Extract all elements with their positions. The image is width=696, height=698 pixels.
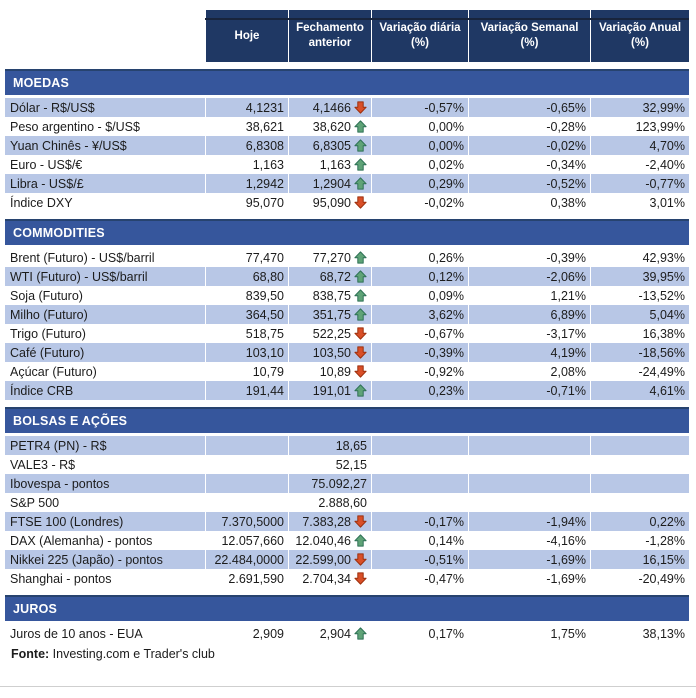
variacao-semanal-value: -2,06%	[468, 267, 590, 286]
variacao-diaria-value	[371, 474, 468, 493]
variacao-diaria-value: -0,17%	[371, 512, 468, 531]
down-arrow-icon	[354, 101, 367, 114]
table-row	[5, 624, 689, 643]
fechamento-value: 22.599,00	[295, 552, 351, 567]
variacao-anual-value	[590, 493, 689, 512]
variacao-anual-value: 123,99%	[590, 117, 689, 136]
column-header-hoje: Hoje	[205, 10, 288, 62]
variacao-diaria-value	[371, 493, 468, 512]
hoje-value: 7.370,5000	[205, 512, 288, 531]
up-arrow-icon	[354, 308, 367, 321]
variacao-anual-value: 32,99%	[590, 98, 689, 117]
row-label: Café (Futuro)	[5, 343, 205, 362]
table-row	[5, 324, 689, 343]
variacao-anual-value: 42,93%	[590, 248, 689, 267]
fechamento-cell	[288, 136, 371, 155]
hoje-value: 364,50	[205, 305, 288, 324]
fechamento-value: 6,8305	[312, 138, 351, 153]
section-rows-moedas	[5, 98, 689, 212]
down-arrow-icon	[354, 553, 367, 566]
fechamento-value: 2.704,34	[302, 571, 351, 586]
variacao-anual-value: 39,95%	[590, 267, 689, 286]
fechamento-cell	[288, 436, 371, 455]
section-rows-juros	[5, 624, 689, 643]
section-header-commodities: COMMODITIES	[5, 219, 689, 245]
down-arrow-icon	[354, 346, 367, 359]
table-row	[5, 474, 689, 493]
table-row	[5, 531, 689, 550]
down-arrow-icon	[354, 572, 367, 585]
table-row	[5, 436, 689, 455]
fechamento-cell	[288, 286, 371, 305]
up-arrow-icon	[354, 384, 367, 397]
variacao-semanal-value	[468, 436, 590, 455]
section-moedas	[5, 69, 689, 212]
variacao-semanal-value: -3,17%	[468, 324, 590, 343]
variacao-anual-value: -24,49%	[590, 362, 689, 381]
hoje-value: 22.484,0000	[205, 550, 288, 569]
up-arrow-icon	[354, 251, 367, 264]
section-rows-commodities	[5, 248, 689, 400]
row-label: Juros de 10 anos - EUA	[10, 626, 143, 641]
table-row	[5, 117, 689, 136]
header-top-border	[205, 18, 689, 20]
variacao-anual-value: -20,49%	[590, 569, 689, 588]
variacao-semanal-value: -0,34%	[468, 155, 590, 174]
fechamento-cell	[288, 305, 371, 324]
variacao-semanal-value: -0,52%	[468, 174, 590, 193]
section-bolsas-e-acoes	[5, 407, 689, 588]
table-row	[5, 343, 689, 362]
variacao-diaria-value: -0,02%	[371, 193, 468, 212]
row-label: PETR4 (PN) - R$	[5, 436, 205, 455]
table-row	[5, 512, 689, 531]
down-arrow-icon	[354, 365, 367, 378]
hoje-value: 2,909	[205, 624, 288, 643]
table-row	[5, 569, 689, 588]
variacao-semanal-value: -0,28%	[468, 117, 590, 136]
up-arrow-icon	[354, 289, 367, 302]
up-arrow-icon	[354, 177, 367, 190]
section-commodities	[5, 219, 689, 400]
variacao-semanal-value: 4,19%	[468, 343, 590, 362]
variacao-diaria-value: 0,00%	[371, 136, 468, 155]
variacao-diaria-value: -0,51%	[371, 550, 468, 569]
fechamento-value: 351,75	[312, 307, 351, 322]
fechamento-value: 75.092,27	[311, 476, 367, 491]
variacao-anual-value: 0,22%	[590, 512, 689, 531]
fechamento-value: 18,65	[335, 438, 367, 453]
row-label: Shanghai - pontos	[10, 571, 112, 586]
variacao-semanal-value: 2,08%	[468, 362, 590, 381]
fechamento-cell	[288, 267, 371, 286]
row-label: Nikkei 225 (Japão) - pontos	[5, 550, 205, 569]
variacao-diaria-value: 0,12%	[371, 267, 468, 286]
variacao-anual-value: -13,52%	[590, 286, 689, 305]
fechamento-cell	[288, 624, 371, 643]
section-header-bolsas-e-acoes: BOLSAS E AÇÕES	[5, 407, 689, 433]
fechamento-value: 1,163	[319, 157, 351, 172]
variacao-semanal-value: -0,39%	[468, 248, 590, 267]
fechamento-value: 103,50	[312, 345, 351, 360]
variacao-semanal-value: -0,71%	[468, 381, 590, 400]
row-label: Ibovespa - pontos	[5, 474, 205, 493]
hoje-value: 38,621	[205, 117, 288, 136]
hoje-value: 1,2942	[205, 174, 288, 193]
hoje-value	[205, 436, 288, 455]
variacao-anual-value: 4,70%	[590, 136, 689, 155]
fechamento-value: 68,72	[319, 269, 351, 284]
table-row	[5, 248, 689, 267]
row-label: Brent (Futuro) - US$/barril	[10, 250, 155, 265]
fechamento-value: 77,270	[312, 250, 351, 265]
variacao-diaria-value: 3,62%	[371, 305, 468, 324]
row-label: Índice DXY	[10, 195, 73, 210]
source-label: Fonte:	[11, 647, 50, 661]
market-summary-table	[5, 10, 689, 661]
fechamento-cell	[288, 569, 371, 588]
table-row	[5, 174, 689, 193]
variacao-anual-value: 38,13%	[590, 624, 689, 643]
down-arrow-icon	[354, 196, 367, 209]
row-label: Trigo (Futuro)	[10, 326, 86, 341]
fechamento-cell	[288, 193, 371, 212]
variacao-anual-value: 5,04%	[590, 305, 689, 324]
hoje-value	[205, 474, 288, 493]
column-header-variacao-diaria: Variação diária (%)	[371, 10, 468, 62]
column-header-fechamento-anterior: Fechamento anterior	[288, 10, 371, 62]
row-label: VALE3 - R$	[10, 457, 76, 472]
variacao-diaria-value: 0,26%	[371, 248, 468, 267]
variacao-anual-value: 4,61%	[590, 381, 689, 400]
variacao-diaria-value: -0,92%	[371, 362, 468, 381]
financial-summary-page	[0, 10, 696, 698]
variacao-semanal-value: -4,16%	[468, 531, 590, 550]
variacao-diaria-value: 0,14%	[371, 531, 468, 550]
up-arrow-icon	[354, 120, 367, 133]
row-label: Dólar - R$/US$	[5, 98, 205, 117]
variacao-anual-value: -18,56%	[590, 343, 689, 362]
hoje-value: 2.691,590	[205, 569, 288, 588]
table-row	[5, 193, 689, 212]
row-label: Euro - US$/€	[10, 157, 83, 172]
hoje-value: 68,80	[205, 267, 288, 286]
variacao-semanal-value	[468, 474, 590, 493]
variacao-anual-value: 16,15%	[590, 550, 689, 569]
row-label: Soja (Futuro)	[10, 288, 83, 303]
header-spacer	[5, 10, 205, 62]
fechamento-cell	[288, 455, 371, 474]
variacao-diaria-value: -0,47%	[371, 569, 468, 588]
row-label: Índice CRB	[5, 381, 205, 400]
variacao-anual-value	[590, 455, 689, 474]
table-row	[5, 136, 689, 155]
variacao-diaria-value: 0,00%	[371, 117, 468, 136]
fechamento-cell	[288, 324, 371, 343]
variacao-diaria-value: 0,09%	[371, 286, 468, 305]
fechamento-cell	[288, 248, 371, 267]
fechamento-cell	[288, 343, 371, 362]
variacao-anual-value: 3,01%	[590, 193, 689, 212]
up-arrow-icon	[354, 139, 367, 152]
section-header-juros: JUROS	[5, 595, 689, 621]
row-label: Peso argentino - $/US$	[10, 119, 140, 134]
down-arrow-icon	[354, 515, 367, 528]
fechamento-cell	[288, 98, 371, 117]
row-label: Yuan Chinês - ¥/US$	[5, 136, 205, 155]
variacao-anual-value: -1,28%	[590, 531, 689, 550]
variacao-diaria-value	[371, 436, 468, 455]
fechamento-value: 10,89	[319, 364, 351, 379]
fechamento-value: 4,1466	[312, 100, 351, 115]
row-label: Açúcar (Futuro)	[10, 364, 97, 379]
fechamento-cell	[288, 474, 371, 493]
fechamento-value: 38,620	[312, 119, 351, 134]
fechamento-cell	[288, 117, 371, 136]
hoje-value: 95,070	[205, 193, 288, 212]
variacao-anual-value	[590, 436, 689, 455]
row-label: WTI (Futuro) - US$/barril	[5, 267, 205, 286]
fechamento-cell	[288, 362, 371, 381]
source-note	[11, 647, 689, 661]
table-row	[5, 305, 689, 324]
hoje-value: 191,44	[205, 381, 288, 400]
fechamento-value: 191,01	[312, 383, 351, 398]
variacao-diaria-value: 0,17%	[371, 624, 468, 643]
fechamento-value: 838,75	[312, 288, 351, 303]
row-label: FTSE 100 (Londres)	[5, 512, 205, 531]
fechamento-value: 7.383,28	[302, 514, 351, 529]
fechamento-cell	[288, 512, 371, 531]
section-juros	[5, 595, 689, 643]
fechamento-value: 522,25	[312, 326, 351, 341]
up-arrow-icon	[354, 534, 367, 547]
variacao-diaria-value: 0,23%	[371, 381, 468, 400]
hoje-value	[205, 455, 288, 474]
hoje-value	[205, 493, 288, 512]
table-row	[5, 286, 689, 305]
table-row	[5, 362, 689, 381]
table-row	[5, 493, 689, 512]
variacao-diaria-value: 0,02%	[371, 155, 468, 174]
variacao-anual-value: 16,38%	[590, 324, 689, 343]
hoje-value: 6,8308	[205, 136, 288, 155]
variacao-diaria-value: -0,67%	[371, 324, 468, 343]
variacao-diaria-value: -0,57%	[371, 98, 468, 117]
fechamento-value: 2.888,60	[318, 495, 367, 510]
fechamento-value: 12.040,46	[295, 533, 351, 548]
up-arrow-icon	[354, 270, 367, 283]
hoje-value: 4,1231	[205, 98, 288, 117]
variacao-semanal-value: -0,65%	[468, 98, 590, 117]
source-text: Investing.com e Trader's club	[49, 647, 215, 661]
hoje-value: 77,470	[205, 248, 288, 267]
hoje-value: 12.057,660	[205, 531, 288, 550]
variacao-semanal-value: -1,69%	[468, 569, 590, 588]
fechamento-value: 95,090	[312, 195, 351, 210]
variacao-anual-value	[590, 474, 689, 493]
variacao-anual-value: -0,77%	[590, 174, 689, 193]
variacao-semanal-value: 0,38%	[468, 193, 590, 212]
column-header-variacao-anual: Variação Anual (%)	[590, 10, 689, 62]
hoje-value: 10,79	[205, 362, 288, 381]
table-row	[5, 455, 689, 474]
variacao-diaria-value	[371, 455, 468, 474]
fechamento-cell	[288, 381, 371, 400]
variacao-semanal-value	[468, 455, 590, 474]
hoje-value: 1,163	[205, 155, 288, 174]
table-row	[5, 155, 689, 174]
variacao-semanal-value	[468, 493, 590, 512]
table-row	[5, 267, 689, 286]
up-arrow-icon	[354, 627, 367, 640]
variacao-semanal-value: -1,94%	[468, 512, 590, 531]
variacao-semanal-value: -0,02%	[468, 136, 590, 155]
fechamento-cell	[288, 493, 371, 512]
variacao-anual-value: -2,40%	[590, 155, 689, 174]
section-header-moedas: MOEDAS	[5, 69, 689, 95]
fechamento-cell	[288, 155, 371, 174]
fechamento-cell	[288, 531, 371, 550]
fechamento-cell	[288, 174, 371, 193]
fechamento-value: 2,904	[319, 626, 351, 641]
variacao-semanal-value: 1,75%	[468, 624, 590, 643]
fechamento-value: 1,2904	[312, 176, 351, 191]
bottom-divider	[0, 686, 696, 687]
row-label: DAX (Alemanha) - pontos	[10, 533, 153, 548]
row-label: Libra - US$/£	[5, 174, 205, 193]
fechamento-cell	[288, 550, 371, 569]
row-label: Milho (Futuro)	[5, 305, 205, 324]
column-header-variacao-semanal: Variação Semanal (%)	[468, 10, 590, 62]
fechamento-value: 52,15	[335, 457, 367, 472]
table-row	[5, 98, 689, 117]
up-arrow-icon	[354, 158, 367, 171]
row-label: S&P 500	[10, 495, 60, 510]
hoje-value: 103,10	[205, 343, 288, 362]
variacao-semanal-value: 1,21%	[468, 286, 590, 305]
table-row	[5, 381, 689, 400]
hoje-value: 839,50	[205, 286, 288, 305]
hoje-value: 518,75	[205, 324, 288, 343]
variacao-diaria-value: -0,39%	[371, 343, 468, 362]
section-rows-bolsas-e-acoes	[5, 436, 689, 588]
down-arrow-icon	[354, 327, 367, 340]
variacao-semanal-value: -1,69%	[468, 550, 590, 569]
variacao-diaria-value: 0,29%	[371, 174, 468, 193]
table-row	[5, 550, 689, 569]
variacao-semanal-value: 6,89%	[468, 305, 590, 324]
